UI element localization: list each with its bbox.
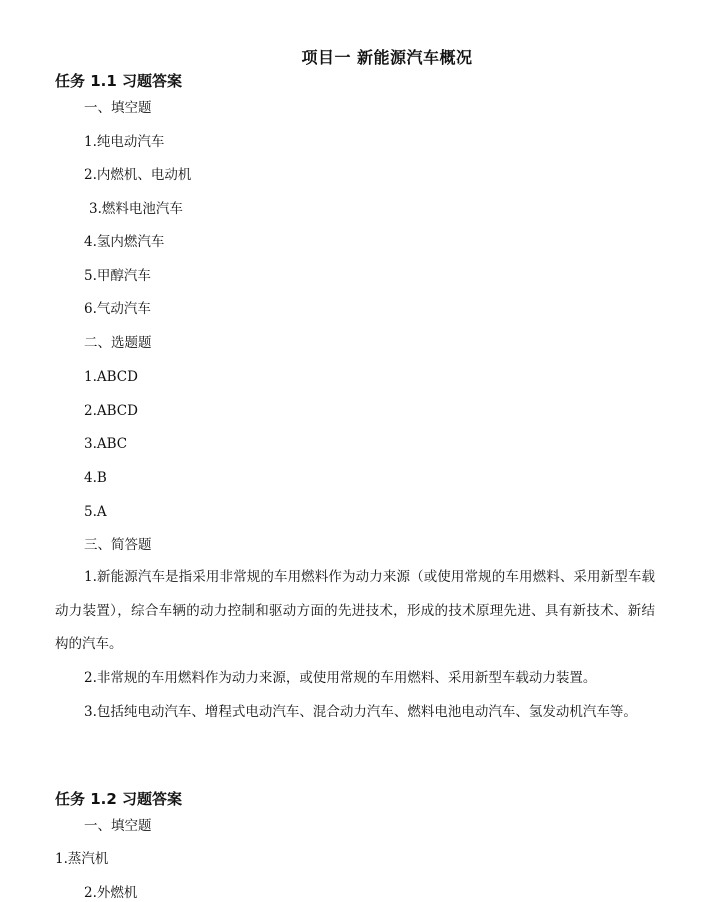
short-answer-1: 1.新能源汽车是指采用非常规的车用燃料作为动力来源（或使用常规的车用燃料、采用新型车载动力装置），综合车辆的动力控制和驱动方面的先进技术，形成的技术原理先进、具有新技术、新结构的汽车。	[55, 569, 655, 652]
choice-answer-4: 4.B	[84, 470, 107, 486]
choice-answer-1: 1.ABCD	[84, 369, 138, 385]
short-answer-3: 3.包括纯电动汽车、增程式电动汽车、混合动力汽车、燃料电池电动汽车、氢发动机汽车等。	[84, 704, 637, 720]
fill-in-answer-5: 5.甲醇汽车	[84, 268, 151, 284]
task-1-2-fill-in-answer-2: 2.外燃机	[84, 885, 138, 901]
short-answer-2: 2.非常规的车用燃料作为动力来源，或使用常规的车用燃料、采用新型车载动力装置。	[84, 670, 597, 686]
short-answer-label: 三、简答题	[84, 537, 152, 553]
task-1-2-heading: 任务 1.2 习题答案	[55, 790, 183, 808]
fill-in-label: 一、填空题	[84, 100, 152, 116]
task-1-2-fill-in-answer-1: 1.蒸汽机	[55, 851, 109, 867]
choice-answer-3: 3.ABC	[84, 436, 128, 452]
choice-label: 二、选题题	[84, 335, 152, 351]
fill-in-answer-3: 3.燃料电池汽车	[89, 201, 183, 217]
fill-in-answer-4: 4.氢内燃汽车	[84, 234, 165, 250]
task-1-1-heading: 任务 1.1 习题答案	[55, 72, 183, 90]
choice-answer-5: 5.A	[84, 504, 107, 520]
choice-answer-2: 2.ABCD	[84, 403, 138, 419]
task-1-2-fill-in-label: 一、填空题	[84, 818, 152, 834]
document-title: 项目一 新能源汽车概况	[301, 48, 473, 67]
fill-in-answer-2: 2.内燃机、电动机	[84, 167, 192, 183]
fill-in-answer-1: 1.纯电动汽车	[84, 134, 165, 150]
fill-in-answer-6: 6.气动汽车	[84, 301, 151, 317]
